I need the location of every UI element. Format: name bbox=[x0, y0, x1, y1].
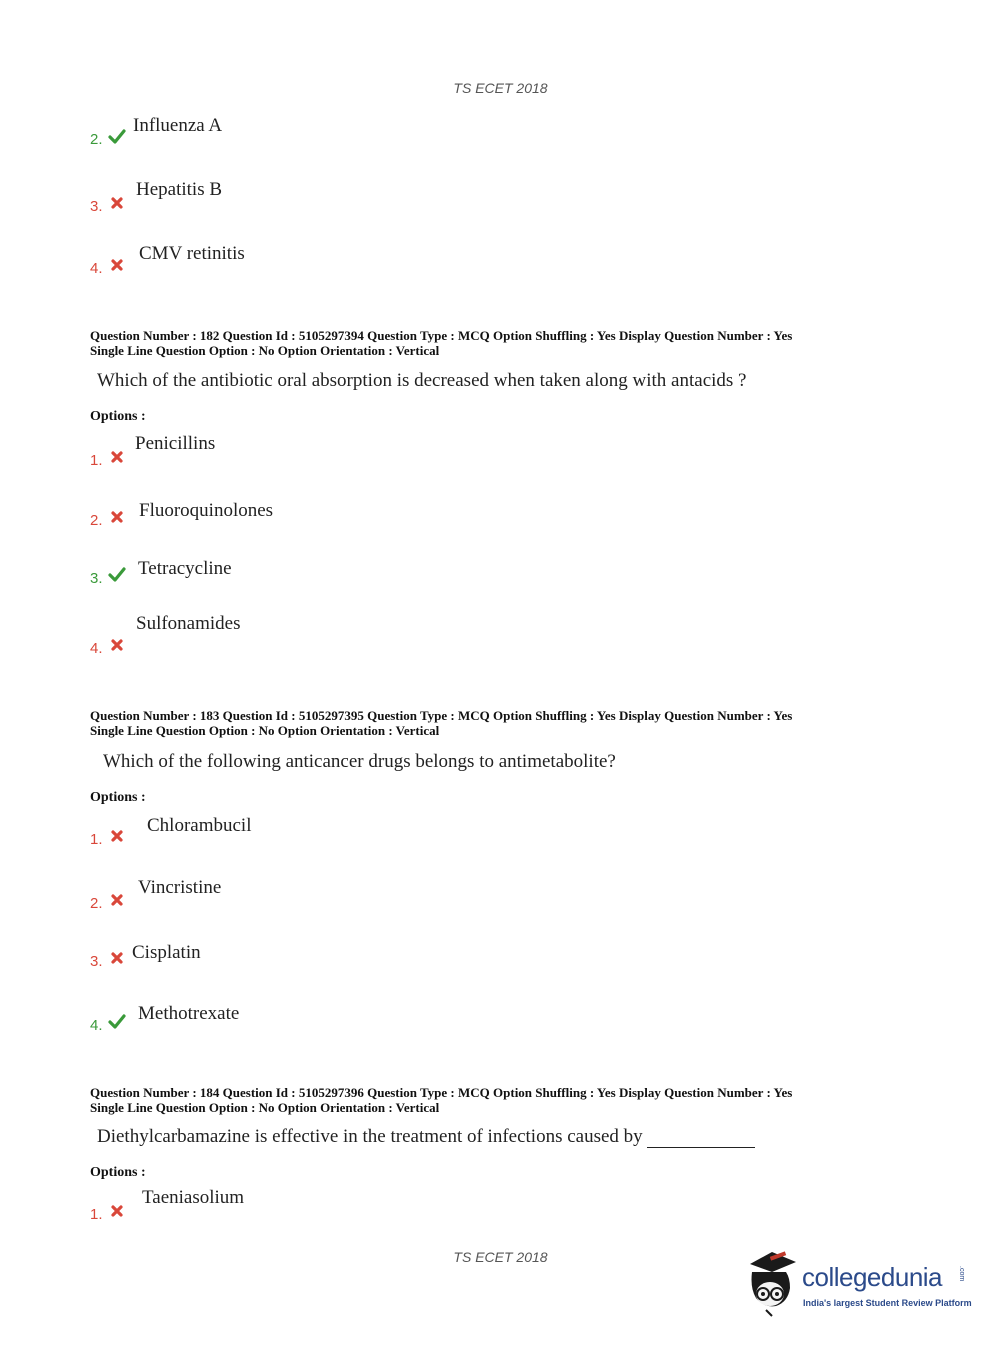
cross-icon bbox=[108, 636, 126, 654]
option-text: Fluoroquinolones bbox=[139, 500, 274, 521]
logo-wordmark: collegedunia bbox=[802, 1262, 943, 1292]
option-number: 2. bbox=[90, 512, 103, 529]
options-label: Options : bbox=[90, 1165, 146, 1180]
option-text: Taeniasolium bbox=[142, 1187, 245, 1208]
option-number: 4. bbox=[90, 640, 103, 657]
question-meta: Single Line Question Option : No Option Orientation : Vertical bbox=[90, 723, 440, 738]
option-text: Methotrexate bbox=[138, 1003, 240, 1024]
option-text: Sulfonamides bbox=[136, 613, 241, 634]
logo-tagline: India's largest Student Review Platform bbox=[803, 1298, 972, 1308]
question-meta: Question Number : 182 Question Id : 5105297394 Question Type : MCQ Option Shuffling : Yes Display Question Number : Yes bbox=[90, 328, 793, 343]
option-number: 3. bbox=[90, 570, 103, 587]
question-meta: Question Number : 184 Question Id : 5105297396 Question Type : MCQ Option Shuffling : Yes Display Question Number : Yes bbox=[90, 1085, 793, 1100]
mascot-icon bbox=[742, 1248, 800, 1318]
option-number: 1. bbox=[90, 452, 103, 469]
option-text: Cisplatin bbox=[132, 942, 201, 963]
cross-icon bbox=[108, 508, 126, 526]
option-text: Tetracycline bbox=[138, 558, 232, 579]
page-footer: TS ECET 2018 bbox=[453, 1249, 548, 1265]
collegedunia-logo bbox=[742, 1248, 972, 1320]
question-text: Which of the following anticancer drugs belongs to antimetabolite? bbox=[103, 751, 616, 772]
option-number: 1. bbox=[90, 831, 103, 848]
question-text: Which of the antibiotic oral absorption is decreased when taken along with antacids ? bbox=[97, 370, 747, 391]
question-meta: Single Line Question Option : No Option Orientation : Vertical bbox=[90, 343, 440, 358]
options-label: Options : bbox=[90, 409, 146, 424]
option-text: Chlorambucil bbox=[147, 815, 252, 836]
cross-icon bbox=[108, 891, 126, 909]
question-meta: Question Number : 183 Question Id : 5105297395 Question Type : MCQ Option Shuffling : Yes Display Question Number : Yes bbox=[90, 708, 793, 723]
option-number: 1. bbox=[90, 1206, 103, 1223]
option-number: 3. bbox=[90, 953, 103, 970]
check-icon bbox=[108, 566, 126, 584]
option-text: Vincristine bbox=[138, 877, 222, 898]
option-number: 4. bbox=[90, 260, 103, 277]
option-text: Penicillins bbox=[135, 433, 216, 454]
question-text bbox=[97, 1126, 755, 1148]
option-text: CMV retinitis bbox=[139, 243, 245, 264]
option-number: 2. bbox=[90, 895, 103, 912]
cross-icon bbox=[108, 949, 126, 967]
check-icon bbox=[108, 128, 126, 146]
answer-blank bbox=[647, 1129, 755, 1148]
page-header: TS ECET 2018 bbox=[453, 80, 548, 96]
cross-icon bbox=[108, 448, 126, 466]
option-number: 2. bbox=[90, 131, 103, 148]
option-number: 4. bbox=[90, 1017, 103, 1034]
option-text: Influenza A bbox=[133, 115, 223, 136]
option-number: 3. bbox=[90, 198, 103, 215]
option-text: Hepatitis B bbox=[136, 179, 223, 200]
options-label: Options : bbox=[90, 790, 146, 805]
cross-icon bbox=[108, 827, 126, 845]
cross-icon bbox=[108, 1202, 126, 1220]
cross-icon bbox=[108, 256, 126, 274]
cross-icon bbox=[108, 194, 126, 212]
question-text-content: Diethylcarbamazine is effective in the treatment of infections caused by bbox=[97, 1126, 643, 1147]
logo-suffix: .com bbox=[958, 1266, 965, 1282]
question-meta: Single Line Question Option : No Option Orientation : Vertical bbox=[90, 1100, 440, 1115]
check-icon bbox=[108, 1013, 126, 1031]
